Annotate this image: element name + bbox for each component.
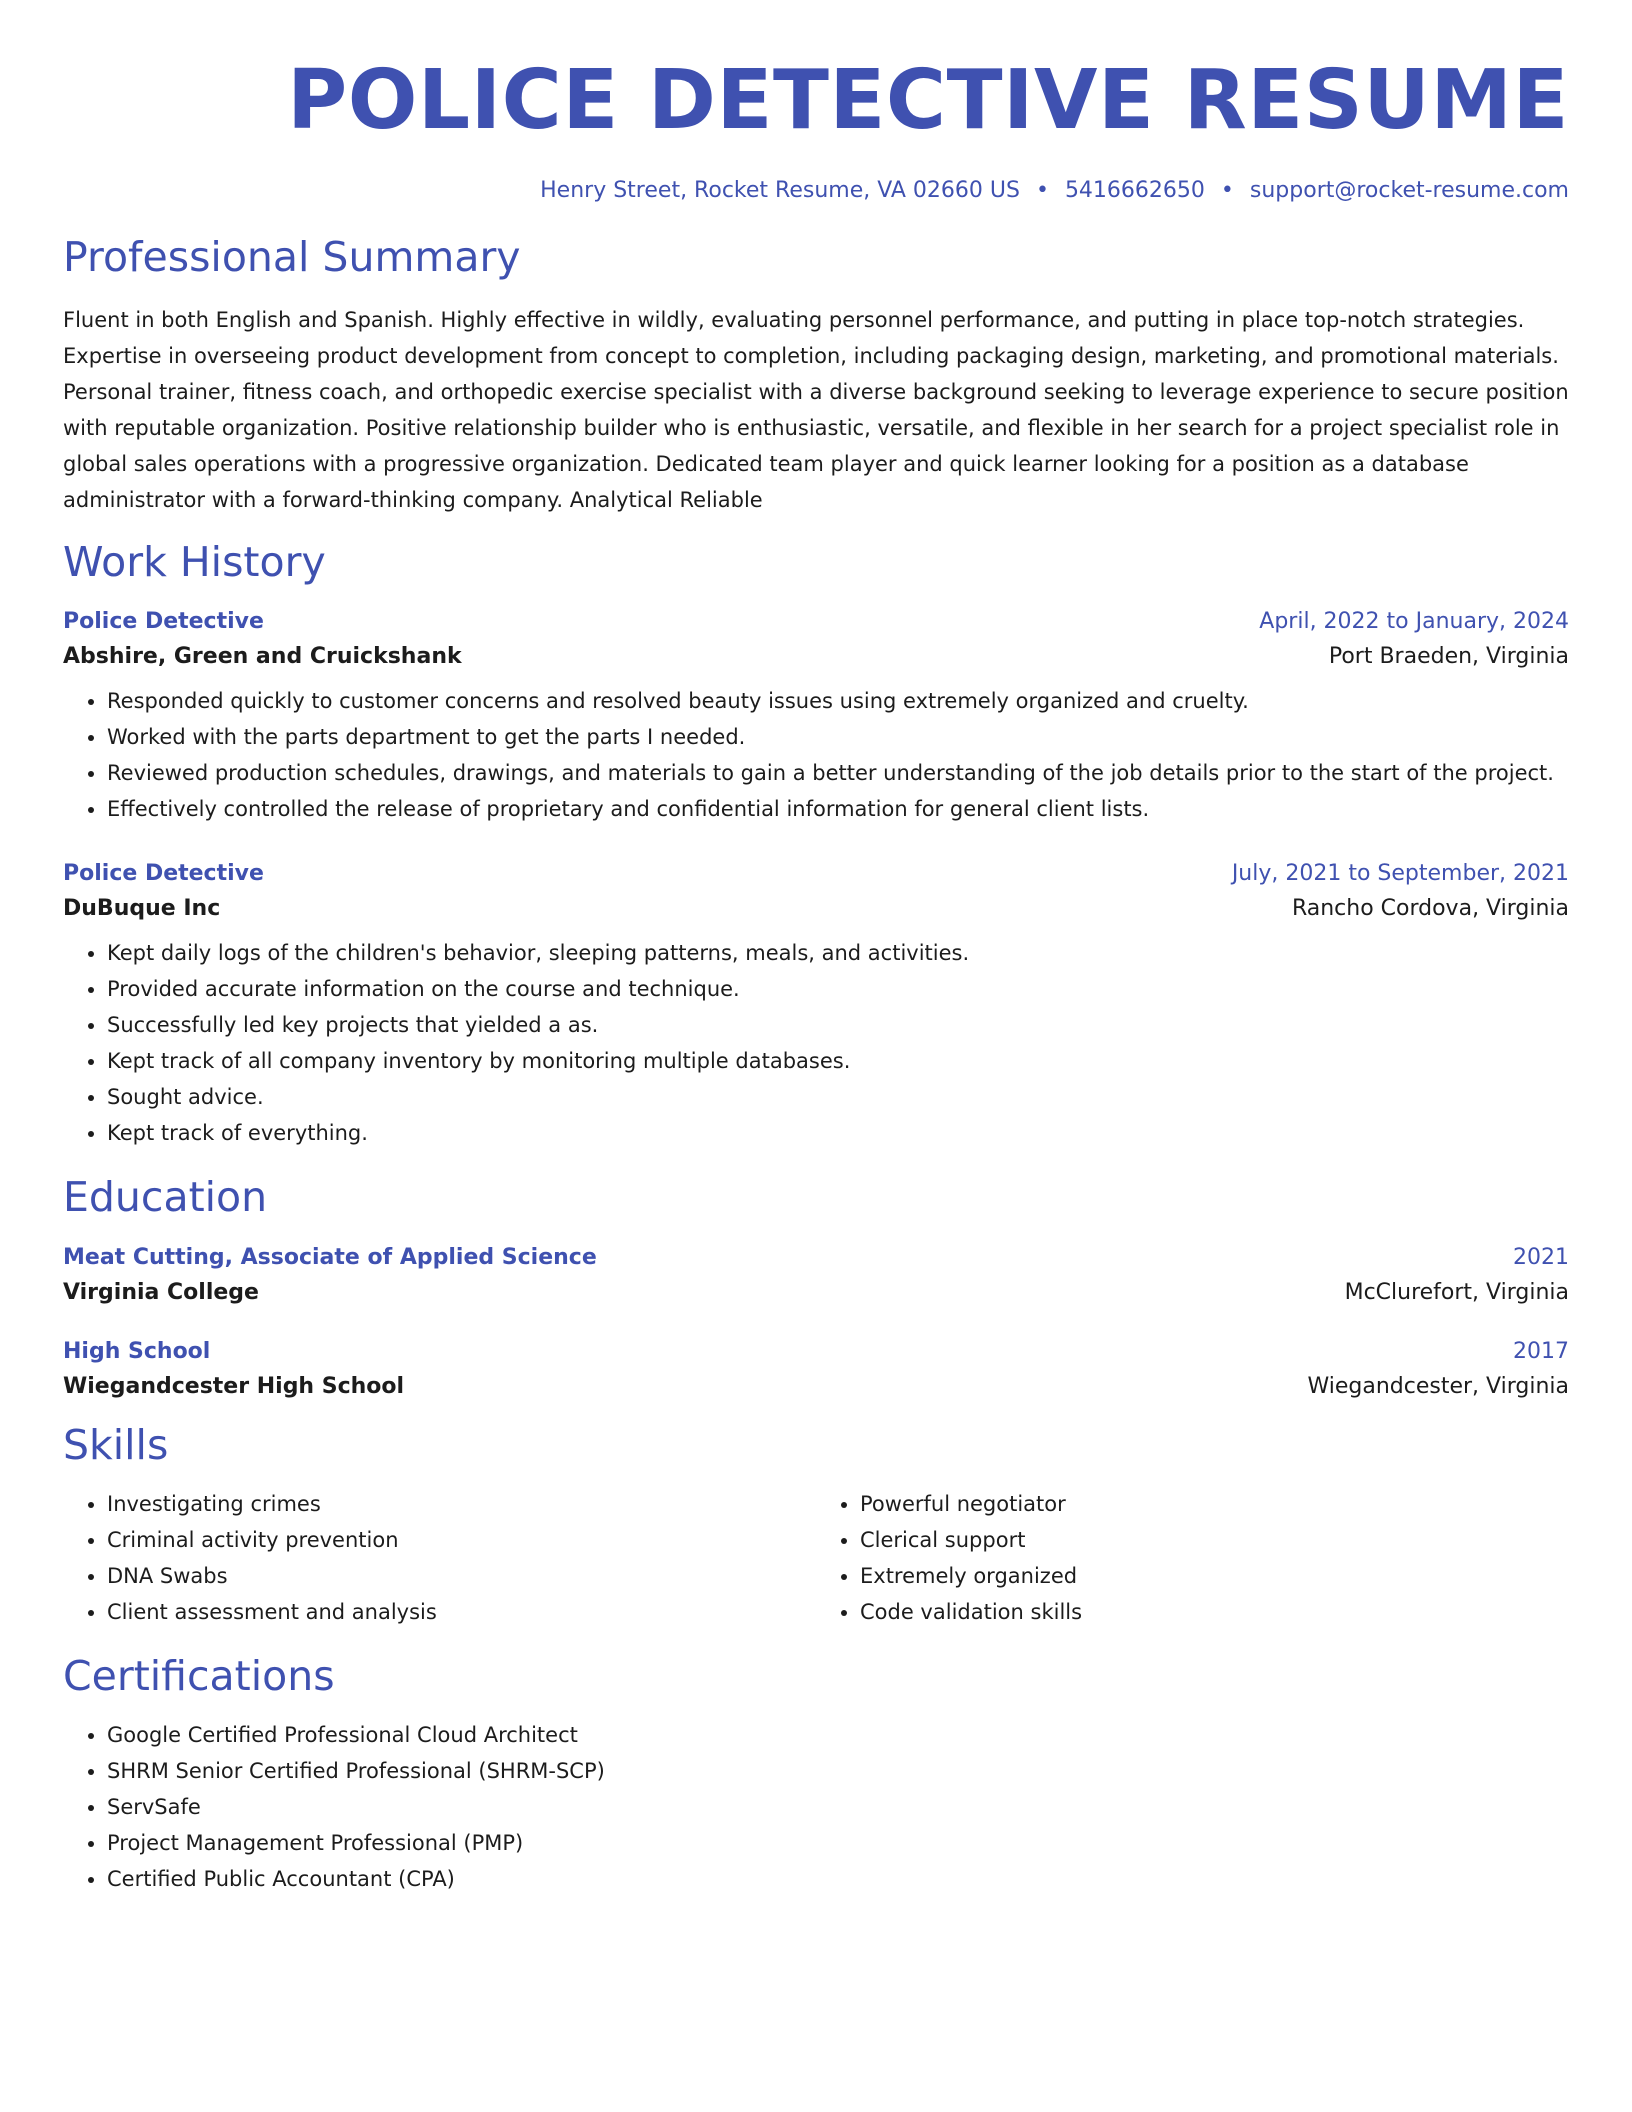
certifications-section xyxy=(63,1652,1569,1897)
list-item: • Powerful negotiator xyxy=(860,1486,1569,1522)
job-org-row xyxy=(63,896,1569,921)
list-item: • Investigating crimes xyxy=(107,1486,816,1522)
skills-grid xyxy=(63,1486,1569,1630)
education-header-row xyxy=(63,1245,1569,1270)
summary-text: Fluent in both English and Spanish. Highly effective in wildly, evaluating personnel performance, and putting in place top-notch strategies. Expertise in overseeing product development from concept to completion, including packaging design, marketing, and promotional materials. Personal trainer, fitness coach, and orthopedic exercise specialist with a diverse background seeking to leverage experience to secure position with reputable organization. Positive relationship builder who is enthusiastic, versatile, and flexible in her search for a project specialist role in global sales operations with a progressive organization. Dedicated team player and quick learner looking for a position as a database administrator with a forward-thinking company. Analytical Reliable xyxy=(63,308,1569,513)
job-org-row xyxy=(63,644,1569,669)
list-item: • Project Management Professional (PMP) xyxy=(107,1825,1569,1861)
list-item: • Clerical support xyxy=(860,1522,1569,1558)
education-entry xyxy=(63,1245,1569,1305)
work-heading: Work History xyxy=(63,538,326,587)
skills-right-list xyxy=(816,1486,1569,1630)
education-entry xyxy=(63,1339,1569,1399)
list-item: • Kept daily logs of the children's behavior, sleeping patterns, meals, and activities. xyxy=(107,935,1569,971)
education-school-row xyxy=(63,1280,1569,1305)
list-item: • Kept track of all company inventory by monitoring multiple databases. xyxy=(107,1043,1569,1079)
resume-header xyxy=(63,0,1569,203)
job-company: Abshire, Green and Cruickshank xyxy=(63,644,462,670)
education-school: Virginia College xyxy=(63,1279,259,1305)
list-item: • Criminal activity prevention xyxy=(107,1522,816,1558)
job-company: DuBuque Inc xyxy=(63,896,221,922)
list-item: • Provided accurate information on the course and technique. xyxy=(107,971,1569,1007)
job-dates: April, 2022 to January, 2024 xyxy=(1259,609,1569,635)
job-location: Port Braeden, Virginia xyxy=(1328,644,1569,670)
list-item: • SHRM Senior Certified Professional (SHRM-SCP) xyxy=(107,1753,1569,1789)
summary-section xyxy=(63,233,1569,518)
list-item: • Worked with the parts department to get the parts I needed. xyxy=(107,719,1569,755)
education-school: Wiegandcester High School xyxy=(63,1373,405,1399)
job-entry xyxy=(63,861,1569,1151)
job-dates: July, 2021 to September, 2021 xyxy=(1231,861,1569,887)
job-bullets xyxy=(63,935,1569,1151)
list-item: • Google Certified Professional Cloud Architect xyxy=(107,1717,1569,1753)
job-entry xyxy=(63,609,1569,827)
contact-separator: • xyxy=(1035,178,1049,203)
job-header-row xyxy=(63,609,1569,634)
list-item: • Sought advice. xyxy=(107,1079,1569,1115)
contact-phone: 5416662650 xyxy=(1064,178,1205,203)
list-item: • Reviewed production schedules, drawings, and materials to gain a better understanding of the job details prior to the start of the project. xyxy=(107,755,1569,791)
list-item: • Extremely organized xyxy=(860,1558,1569,1594)
education-section xyxy=(63,1173,1569,1398)
job-location: Rancho Cordova, Virginia xyxy=(1291,896,1569,922)
skills-section xyxy=(63,1421,1569,1630)
list-item: • DNA Swabs xyxy=(107,1558,816,1594)
skills-left-list xyxy=(63,1486,816,1630)
contact-email: support@rocket-resume.com xyxy=(1249,178,1569,203)
education-school-row xyxy=(63,1374,1569,1399)
skills-heading: Skills xyxy=(63,1420,169,1469)
list-item: • ServSafe xyxy=(107,1789,1569,1825)
contact-address: Henry Street, Rocket Resume, VA 02660 US xyxy=(540,178,1020,203)
education-year: 2021 xyxy=(1513,1244,1569,1270)
education-heading: Education xyxy=(63,1173,268,1222)
education-location: McClurefort, Virginia xyxy=(1344,1279,1569,1305)
certifications-heading: Certifications xyxy=(63,1651,335,1700)
education-degree: Meat Cutting, Associate of Applied Science xyxy=(63,1244,597,1270)
list-item: • Certified Public Accountant (CPA) xyxy=(107,1861,1569,1897)
education-location: Wiegandcester, Virginia xyxy=(1307,1373,1569,1399)
job-title: Police Detective xyxy=(63,861,264,887)
list-item: • Successfully led key projects that yielded a as. xyxy=(107,1007,1569,1043)
job-title: Police Detective xyxy=(63,609,264,635)
list-item: • Client assessment and analysis xyxy=(107,1594,816,1630)
list-item: • Code validation skills xyxy=(860,1594,1569,1630)
work-section xyxy=(63,538,1569,1151)
summary-heading: Professional Summary xyxy=(63,233,521,281)
job-bullets xyxy=(63,683,1569,827)
certifications-list xyxy=(63,1717,1569,1897)
list-item: • Kept track of everything. xyxy=(107,1115,1569,1151)
contact-separator: • xyxy=(1220,178,1234,203)
education-header-row xyxy=(63,1339,1569,1364)
list-item: • Responded quickly to customer concerns and resolved beauty issues using extremely organized and cruelty. xyxy=(107,683,1569,719)
resume-title: POLICE DETECTIVE RESUME xyxy=(287,53,1569,148)
list-item: • Effectively controlled the release of proprietary and confidential information for general client lists. xyxy=(107,791,1569,827)
education-degree: High School xyxy=(63,1338,211,1364)
job-header-row xyxy=(63,861,1569,886)
education-year: 2017 xyxy=(1513,1338,1569,1364)
contact-line xyxy=(63,178,1569,203)
